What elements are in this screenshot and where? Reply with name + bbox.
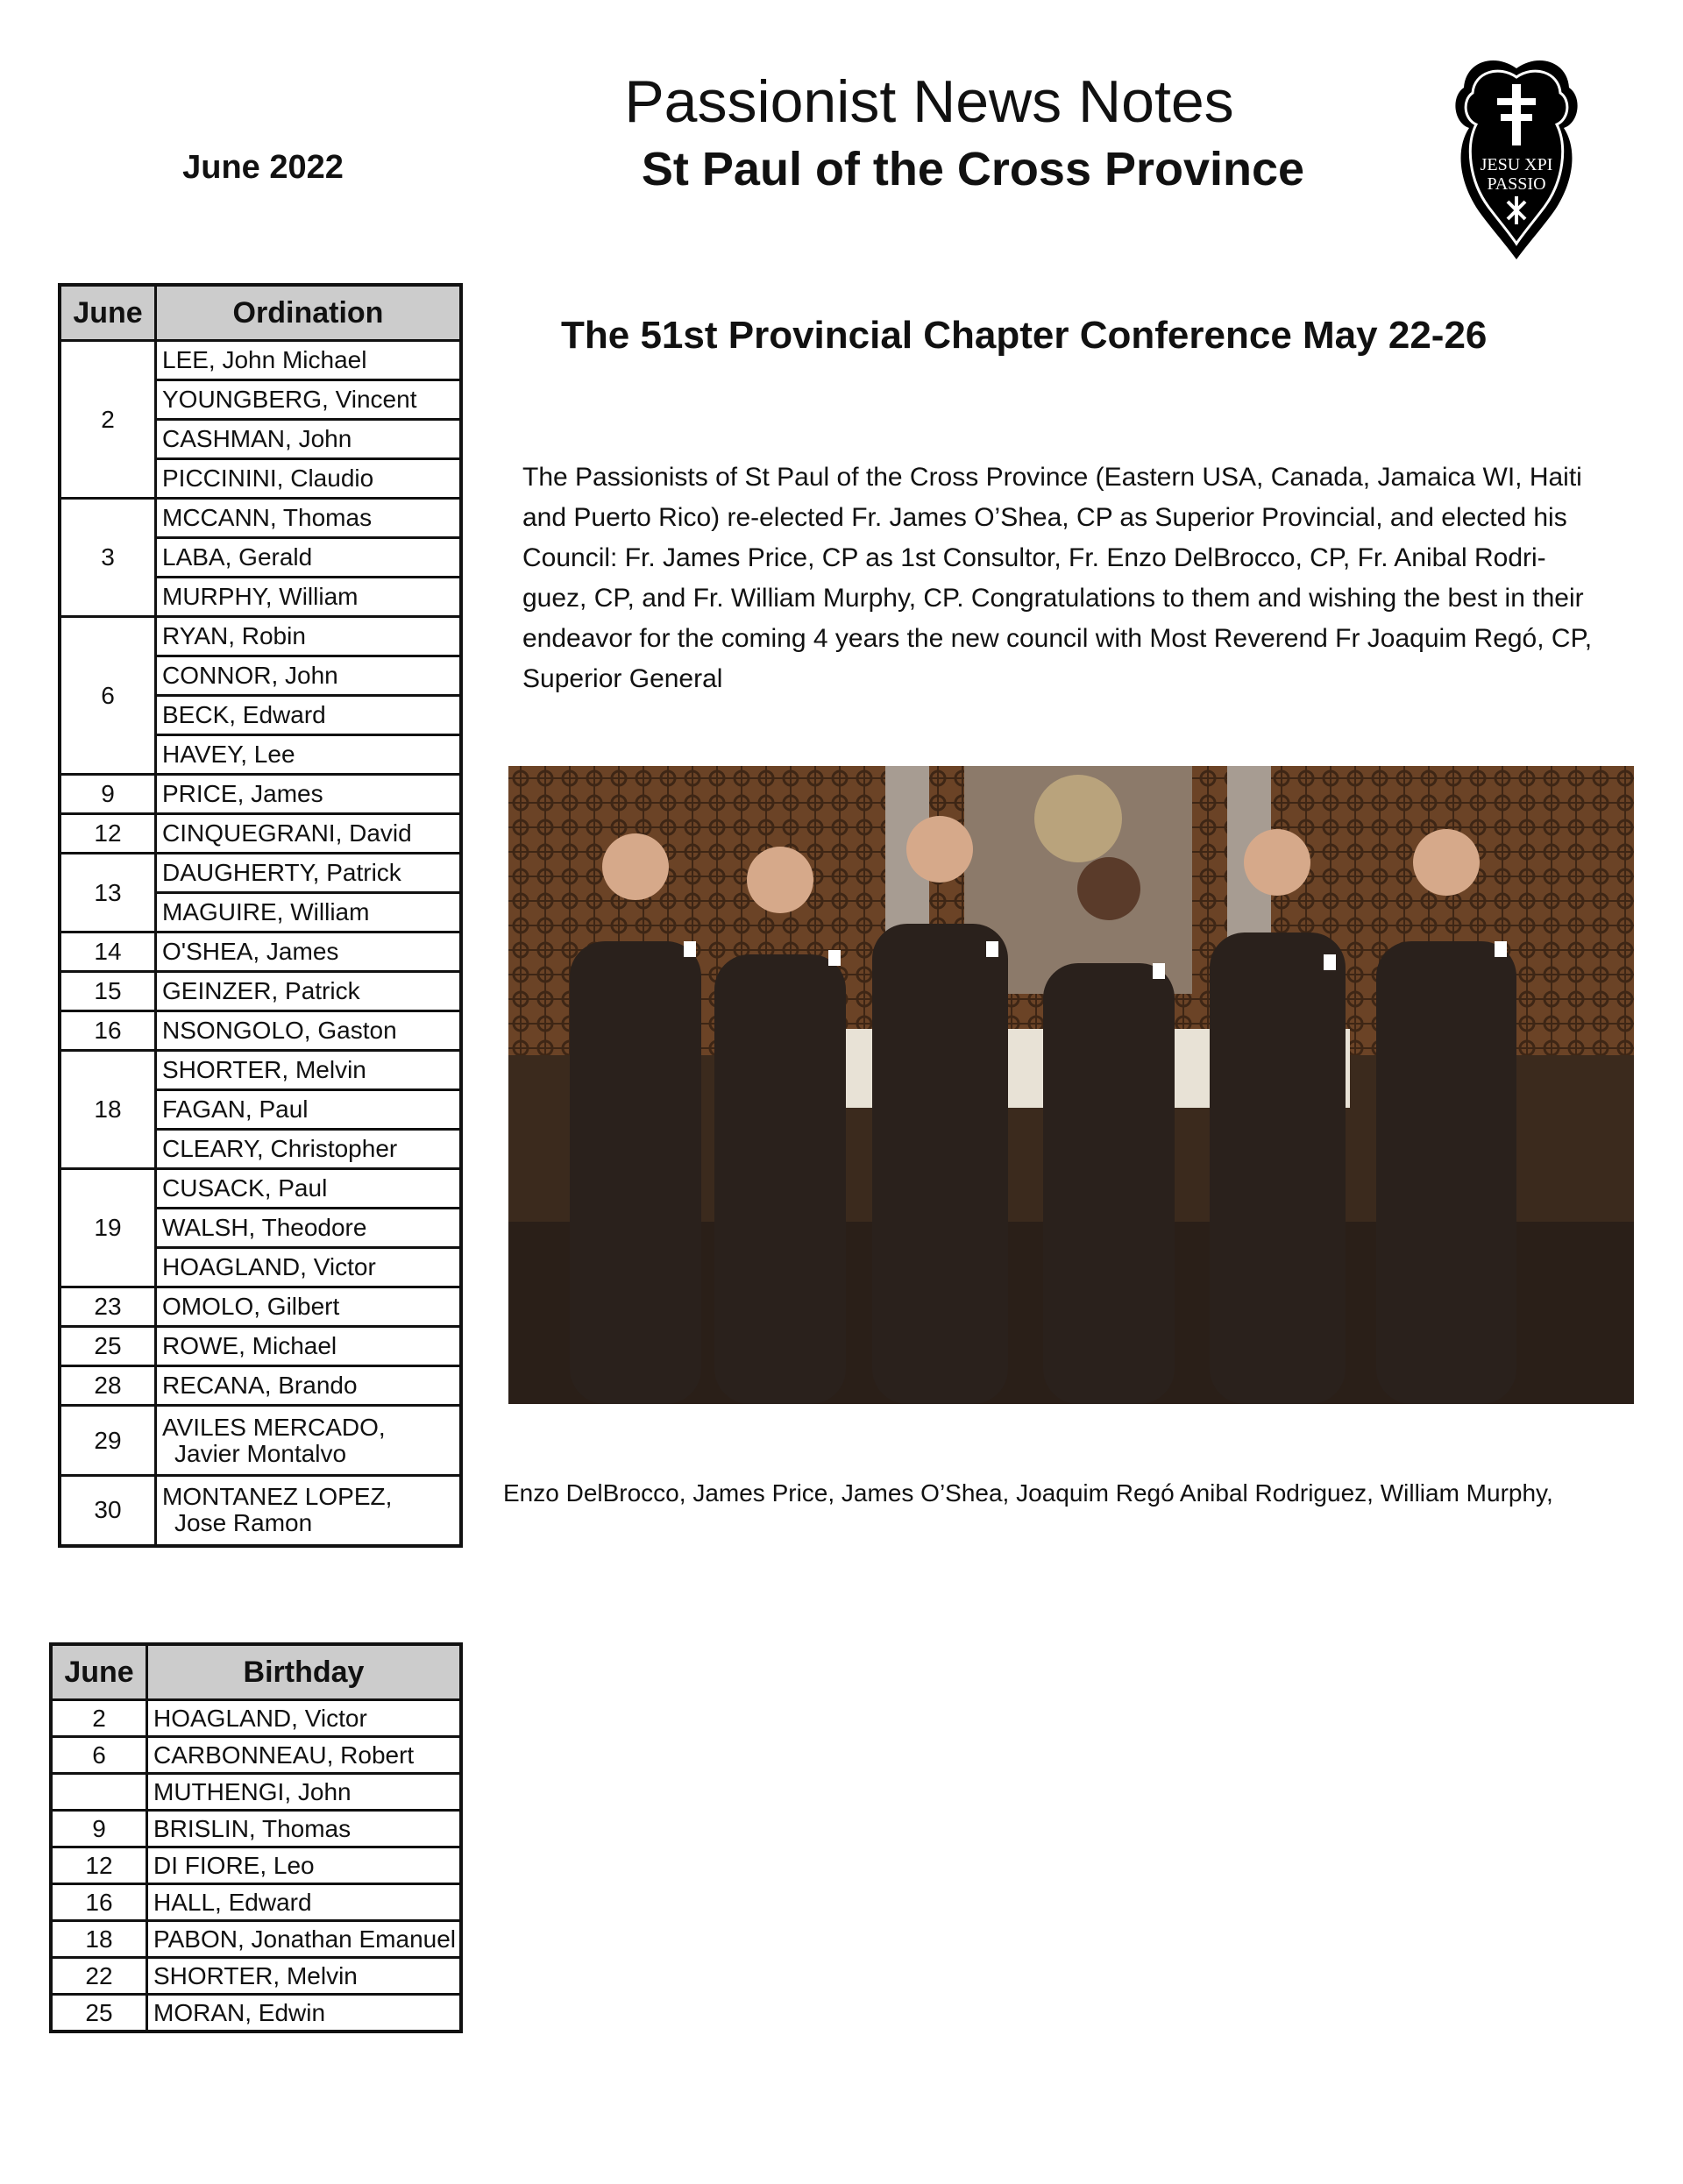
birthday-day: 18	[51, 1921, 147, 1958]
table-row	[60, 1011, 461, 1051]
ordination-header-row	[60, 285, 461, 341]
ordination-day: 2	[60, 341, 156, 499]
ordination-day: 19	[60, 1169, 156, 1287]
emblem-text-line2: PASSIO	[1487, 174, 1546, 194]
table-row	[60, 932, 461, 972]
birthday-day	[51, 1774, 147, 1811]
ordination-name: RECANA, Brando	[156, 1366, 462, 1406]
newsletter-subtitle: St Paul of the Cross Province	[641, 143, 1305, 195]
ordination-name-line2: Jose Ramon	[174, 1509, 313, 1537]
passionist-emblem-icon	[1446, 53, 1587, 263]
birthday-name: MORAN, Edwin	[147, 1995, 462, 2032]
ordination-day: 14	[60, 932, 156, 972]
table-row	[60, 1051, 461, 1090]
table-row	[51, 1921, 461, 1958]
newsletter-title: Passionist News Notes	[624, 68, 1234, 135]
ordination-day: 25	[60, 1327, 156, 1366]
ordination-name: OMOLO, Gilbert	[156, 1287, 462, 1327]
ordination-name: NSONGOLO, Gaston	[156, 1011, 462, 1051]
ordination-name	[156, 1406, 462, 1476]
ordination-day: 15	[60, 972, 156, 1011]
birthday-header-month: June	[51, 1644, 147, 1700]
table-row	[60, 617, 461, 656]
ordination-day: 9	[60, 775, 156, 814]
ordination-name: PICCININI, Claudio	[156, 459, 462, 499]
ordination-name: LEE, John Michael	[156, 341, 462, 380]
ordination-name: ROWE, Michael	[156, 1327, 462, 1366]
birthday-header-label: Birthday	[147, 1644, 462, 1700]
birthday-name: BRISLIN, Thomas	[147, 1811, 462, 1847]
ordination-name: O'SHEA, James	[156, 932, 462, 972]
table-row	[60, 972, 461, 1011]
birthday-day: 12	[51, 1847, 147, 1884]
group-photo	[508, 766, 1634, 1404]
ordination-name: DAUGHERTY, Patrick	[156, 854, 462, 893]
birthday-day: 25	[51, 1995, 147, 2032]
ordination-name: YOUNGBERG, Vincent	[156, 380, 462, 420]
birthday-table	[49, 1642, 463, 2033]
ordination-day: 23	[60, 1287, 156, 1327]
ordination-name: CASHMAN, John	[156, 420, 462, 459]
birthday-name: HALL, Edward	[147, 1884, 462, 1921]
ordination-name: FAGAN, Paul	[156, 1090, 462, 1130]
ordination-name	[156, 1476, 462, 1546]
issue-date: June 2022	[182, 149, 344, 186]
table-row	[60, 814, 461, 854]
ordination-name: CLEARY, Christopher	[156, 1130, 462, 1169]
table-row	[60, 1327, 461, 1366]
ordination-name: LABA, Gerald	[156, 538, 462, 578]
table-row	[51, 1700, 461, 1737]
table-row	[51, 1847, 461, 1884]
ordination-name: HAVEY, Lee	[156, 735, 462, 775]
table-row	[51, 1811, 461, 1847]
ordination-name: CINQUEGRANI, David	[156, 814, 462, 854]
table-row	[60, 499, 461, 538]
table-row	[60, 775, 461, 814]
table-row	[60, 1476, 461, 1546]
table-row	[51, 1958, 461, 1995]
ordination-header-month: June	[60, 285, 156, 341]
table-row	[51, 1774, 461, 1811]
emblem-text-line1: JESU XPI	[1480, 155, 1553, 174]
ordination-day: 3	[60, 499, 156, 617]
ordination-day: 6	[60, 617, 156, 775]
ordination-name: GEINZER, Patrick	[156, 972, 462, 1011]
table-row	[60, 1406, 461, 1476]
ordination-header-label: Ordination	[156, 285, 462, 341]
table-row	[51, 1737, 461, 1774]
birthday-day: 9	[51, 1811, 147, 1847]
table-row	[60, 341, 461, 380]
article-body: The Passionists of St Paul of the Cross Province (Eastern USA, Canada, Jamaica WI, Haiti and Puerto Rico) re-elected Fr. James O’Shea, CP as Superior Provincial, and elected his Council: Fr. James Price, CP as 1st Consultor, Fr. Enzo DelBrocco, CP, Fr. Anibal Rodri-guez, CP, and Fr. William Murphy, CP. Congratulations to them and wishing the best in their endeavor for the coming 4 years the new council with Most Reverend Fr Joaquim Regó, CP, Superior General	[522, 463, 1593, 693]
ordination-name: MURPHY, William	[156, 578, 462, 617]
ordination-name-line1: MONTANEZ LOPEZ,	[162, 1483, 393, 1511]
table-row	[51, 1995, 461, 2032]
ordination-name: HOAGLAND, Victor	[156, 1248, 462, 1287]
ordination-name: WALSH, Theodore	[156, 1209, 462, 1248]
ordination-day: 18	[60, 1051, 156, 1169]
birthday-header-row	[51, 1644, 461, 1700]
table-row	[60, 1169, 461, 1209]
ordination-day: 28	[60, 1366, 156, 1406]
article-heading: The 51st Provincial Chapter Conference May 22-26	[561, 314, 1488, 357]
ordination-name: RYAN, Robin	[156, 617, 462, 656]
birthday-day: 22	[51, 1958, 147, 1995]
birthday-name: CARBONNEAU, Robert	[147, 1737, 462, 1774]
table-row	[60, 1366, 461, 1406]
birthday-name: DI FIORE, Leo	[147, 1847, 462, 1884]
table-row	[60, 1287, 461, 1327]
ordination-name: CONNOR, John	[156, 656, 462, 696]
ordination-day: 13	[60, 854, 156, 932]
table-row	[51, 1884, 461, 1921]
birthday-day: 2	[51, 1700, 147, 1737]
ordination-day: 30	[60, 1476, 156, 1546]
ordination-name: MCCANN, Thomas	[156, 499, 462, 538]
ordination-table	[58, 283, 463, 1548]
ordination-name: BECK, Edward	[156, 696, 462, 735]
birthday-day: 6	[51, 1737, 147, 1774]
ordination-day: 29	[60, 1406, 156, 1476]
birthday-name: PABON, Jonathan Emanuel	[147, 1921, 462, 1958]
ordination-name-line2: Javier Montalvo	[174, 1439, 347, 1467]
ordination-name: MAGUIRE, William	[156, 893, 462, 932]
birthday-day: 16	[51, 1884, 147, 1921]
ordination-name: PRICE, James	[156, 775, 462, 814]
ordination-name-line1: AVILES MERCADO,	[162, 1413, 386, 1441]
ordination-day: 16	[60, 1011, 156, 1051]
table-row	[60, 854, 461, 893]
ordination-name: CUSACK, Paul	[156, 1169, 462, 1209]
birthday-name: MUTHENGI, John	[147, 1774, 462, 1811]
ordination-day: 12	[60, 814, 156, 854]
ordination-name: SHORTER, Melvin	[156, 1051, 462, 1090]
birthday-name: SHORTER, Melvin	[147, 1958, 462, 1995]
photo-caption: Enzo DelBrocco, James Price, James O’Shea, Joaquim Regó Anibal Rodriguez, William Murphy,	[503, 1479, 1553, 1507]
birthday-name: HOAGLAND, Victor	[147, 1700, 462, 1737]
